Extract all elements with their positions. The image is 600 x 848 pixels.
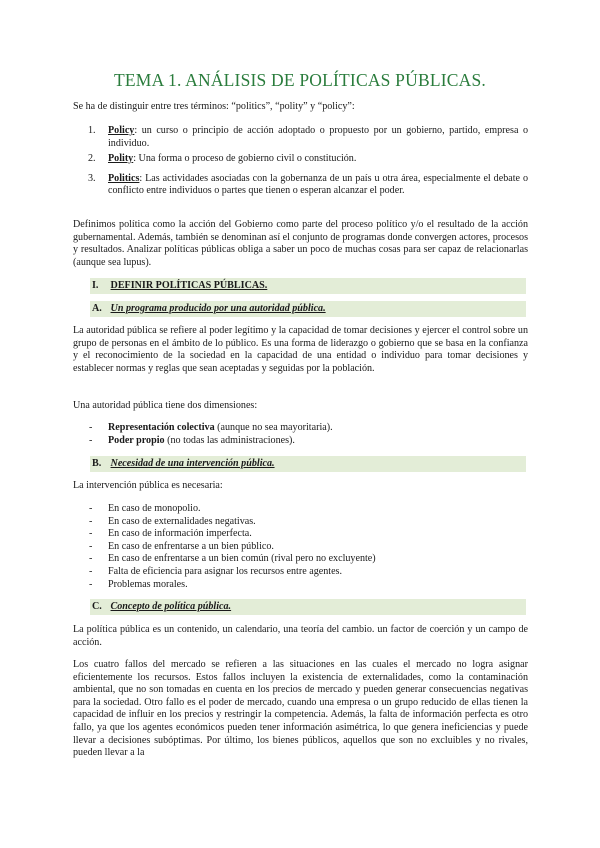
list-item-text: Falta de eficiencia para asignar los recursos entre agentes. [108, 565, 343, 577]
list-number: 2. [88, 153, 96, 165]
section-title: Un programa producido por una autoridad pública. [110, 303, 326, 314]
intro-paragraph: Se ha de distinguir entre tres términos: “politics”, “polity” y “policy”: [73, 101, 355, 112]
dimension-name: Representación colectiva [108, 422, 215, 433]
section-heading-b [90, 456, 526, 472]
dimension-name: Poder propio [108, 434, 165, 446]
list-item-text: En caso de enfrentarse a un bien común (rival pero no excluyente) [108, 553, 376, 565]
section-label: A. [92, 303, 102, 314]
list-item [89, 578, 528, 592]
term-definition: : Las actividades asociadas con la gobernanza de un país u otra área, especialmente el debate o conflicto entre individuos o partes que tienen o esperan alcanzar el poder. [108, 172, 528, 197]
section-title: Necesidad de una intervención pública. [110, 458, 275, 469]
list-item [89, 528, 528, 541]
list-item-text: En caso de externalidades negativas. [108, 515, 256, 527]
document-title: TEMA 1. ANÁLISIS DE POLÍTICAS PÚBLICAS. [114, 70, 486, 90]
list-item [89, 553, 528, 566]
list-item [89, 515, 528, 529]
list-item [88, 172, 528, 198]
list-item-text: Problemas morales. [108, 578, 188, 590]
list-item [89, 434, 528, 448]
bullet-dash: - [89, 553, 93, 565]
bullet-dash: - [89, 515, 93, 527]
list-number: 3. [88, 172, 96, 184]
definition-paragraph: Definimos política como la acción del Gobierno como parte del proceso político y/o el resultado de la acción gubernamental. Además, también se denominan así el conjunto de programas donde convergen actores, procesos y resultados. Analizar políticas públicas obliga a saber un poco de muchas cosas para ser capaz de relacionarlas (aunque sea lupus). [73, 219, 529, 268]
concepto-paragraph: La política pública es un contenido, un calendario, una teoría del cambio. un factor de coerción y un campo de acción. [73, 624, 528, 648]
dimensiones-intro: Una autoridad pública tiene dos dimensiones: [73, 400, 258, 411]
intervencion-list [89, 503, 528, 591]
section-heading-1 [90, 278, 526, 294]
autoridad-paragraph: La autoridad pública se refiere al poder legítimo y la capacidad de tomar decisiones y ejercer el control sobre un grupo de personas en el ámbito de lo público. Es una forma de liderazgo o gobierno que se basa en la confianza y el reconocimiento de la sociedad en la capacidad de una entidad o individuo para tomar decisiones y establecer normas y reglas que sean aceptadas y seguidas por la población. [73, 325, 528, 374]
list-item [89, 503, 528, 516]
section-label: I. [92, 280, 99, 291]
section-heading-a [90, 301, 526, 317]
bullet-dash: - [89, 540, 93, 552]
list-item-text: En caso de información imperfecta. [108, 528, 252, 540]
bullet-dash: - [89, 528, 93, 540]
bullet-dash: - [89, 434, 93, 446]
term-definition: : Una forma o proceso de gobierno civil o constitución. [133, 153, 357, 165]
list-item-text: En caso de monopolio. [108, 503, 201, 514]
fallos-paragraph: Los cuatro fallos del mercado se refieren a las situaciones en las cuales el mercado no logra asignar eficientemente los recursos. Estos fallos incluyen la existencia de externalidades, como la contaminación ambiental, que no son tomadas en cuenta en los precios de mercado y pueden generar consecuencias negativas para la sociedad. Otro fallo es el poder de mercado, cuando una empresa o un grupo reducido de ellas tienen la capacidad de influir en los precios y restringir la competencia. Además, la falta de información perfecta es otro fallo, ya que los agentes económicos pueden tener información asimétrica, lo que genera ineficiencias y puede llevar a decisiones subóptimas. Por último, los bienes públicos, aquellos que son no excluibles y no rivales, pueden llevar a la [73, 659, 528, 759]
list-item [88, 125, 528, 150]
term-label: Polity [108, 153, 134, 165]
list-item-text: En caso de enfrentarse a un bien público. [108, 540, 274, 552]
list-item [88, 153, 528, 166]
bullet-dash: - [89, 503, 93, 514]
term-definition: : un curso o principio de acción adoptado o propuesto por un gobierno, partido, empresa o individuo. [108, 125, 528, 149]
section-title: DEFINIR POLÍTICAS PÚBLICAS. [110, 280, 268, 291]
bullet-dash: - [89, 422, 93, 433]
list-item [89, 540, 528, 554]
section-heading-c [90, 599, 526, 615]
term-label: Policy [108, 125, 135, 136]
bullet-dash: - [89, 578, 93, 590]
section-label: C. [92, 601, 102, 612]
terms-list [88, 125, 528, 198]
term-label: Politics [108, 172, 140, 184]
intervencion-intro: La intervención pública es necesaria: [73, 480, 223, 491]
list-item [89, 422, 528, 435]
dimensiones-list [89, 422, 528, 447]
dimension-note: (no todas las administraciones). [164, 434, 295, 446]
section-label: B. [92, 458, 102, 469]
list-number: 1. [88, 125, 96, 136]
list-item [89, 565, 528, 579]
section-title: Concepto de política pública. [110, 601, 232, 612]
dimension-note: (aunque no sea mayoritaria). [214, 422, 333, 433]
bullet-dash: - [89, 565, 93, 577]
